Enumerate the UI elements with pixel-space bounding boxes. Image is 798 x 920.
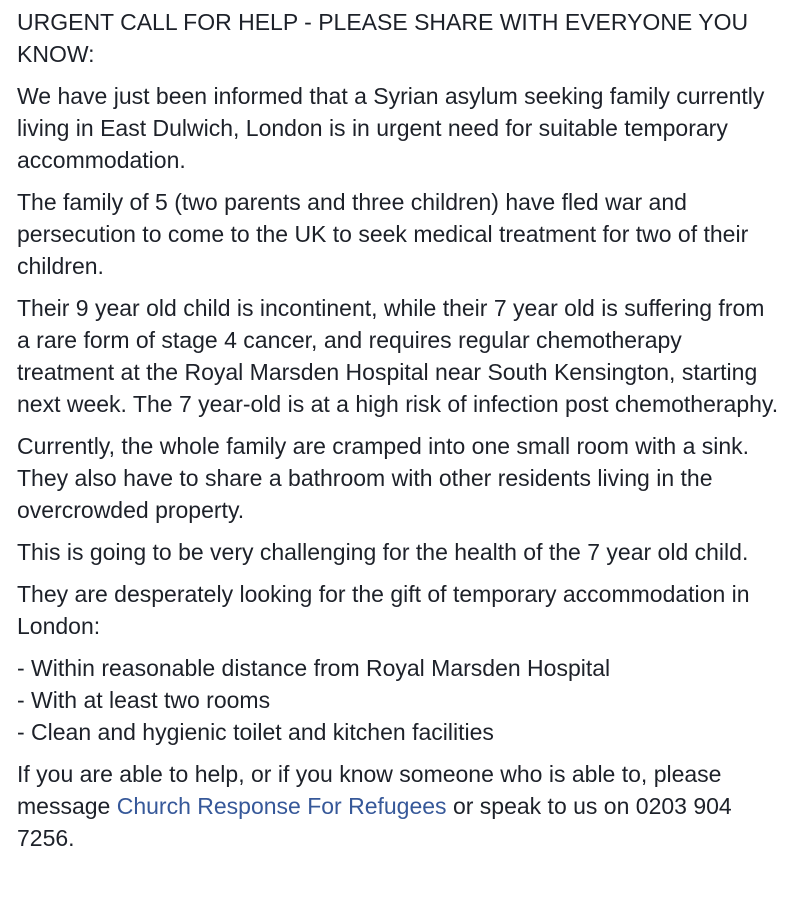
closing-paragraph <box>17 758 782 854</box>
closing-text-before: If you are able to help, or if you know someone who is able to, please message <box>17 761 722 819</box>
list-item: - With at least two rooms <box>17 687 271 713</box>
closing-text-after: or speak to us on 0203 904 7256. <box>17 793 732 851</box>
list-item: - Clean and hygienic toilet and kitchen facilities <box>17 719 494 745</box>
post-paragraph-2: The family of 5 (two parents and three children) have fled war and persecution to come to the UK to seek medical treatment for two of their children. <box>17 189 749 279</box>
post-heading: URGENT CALL FOR HELP - PLEASE SHARE WITH EVERYONE YOU KNOW: <box>17 9 749 67</box>
post-paragraph-1: We have just been informed that a Syrian asylum seeking family currently living in East Dulwich, London is in urgent need for suitable temporary accommodation. <box>17 83 765 173</box>
requirements-list <box>17 652 782 748</box>
list-item: - Within reasonable distance from Royal Marsden Hospital <box>17 655 611 681</box>
post-paragraph-3: Their 9 year old child is incontinent, while their 7 year old is suffering from a rare form of stage 4 cancer, and requires regular chemotherapy treatment at the Royal Marsden Hospital near South Kensington, starting next week. The 7 year-old is at a high risk of infection post chemotheraphy. <box>17 295 779 417</box>
church-response-link[interactable]: Church Response For Refugees <box>116 793 447 819</box>
post-paragraph-4: Currently, the whole family are cramped into one small room with a sink. They also have to share a bathroom with other residents living in the overcrowded property. <box>17 433 750 523</box>
post-paragraph-5: This is going to be very challenging for the health of the 7 year old child. <box>17 539 749 565</box>
post-paragraph-6: They are desperately looking for the gift of temporary accommodation in London: <box>17 581 750 639</box>
